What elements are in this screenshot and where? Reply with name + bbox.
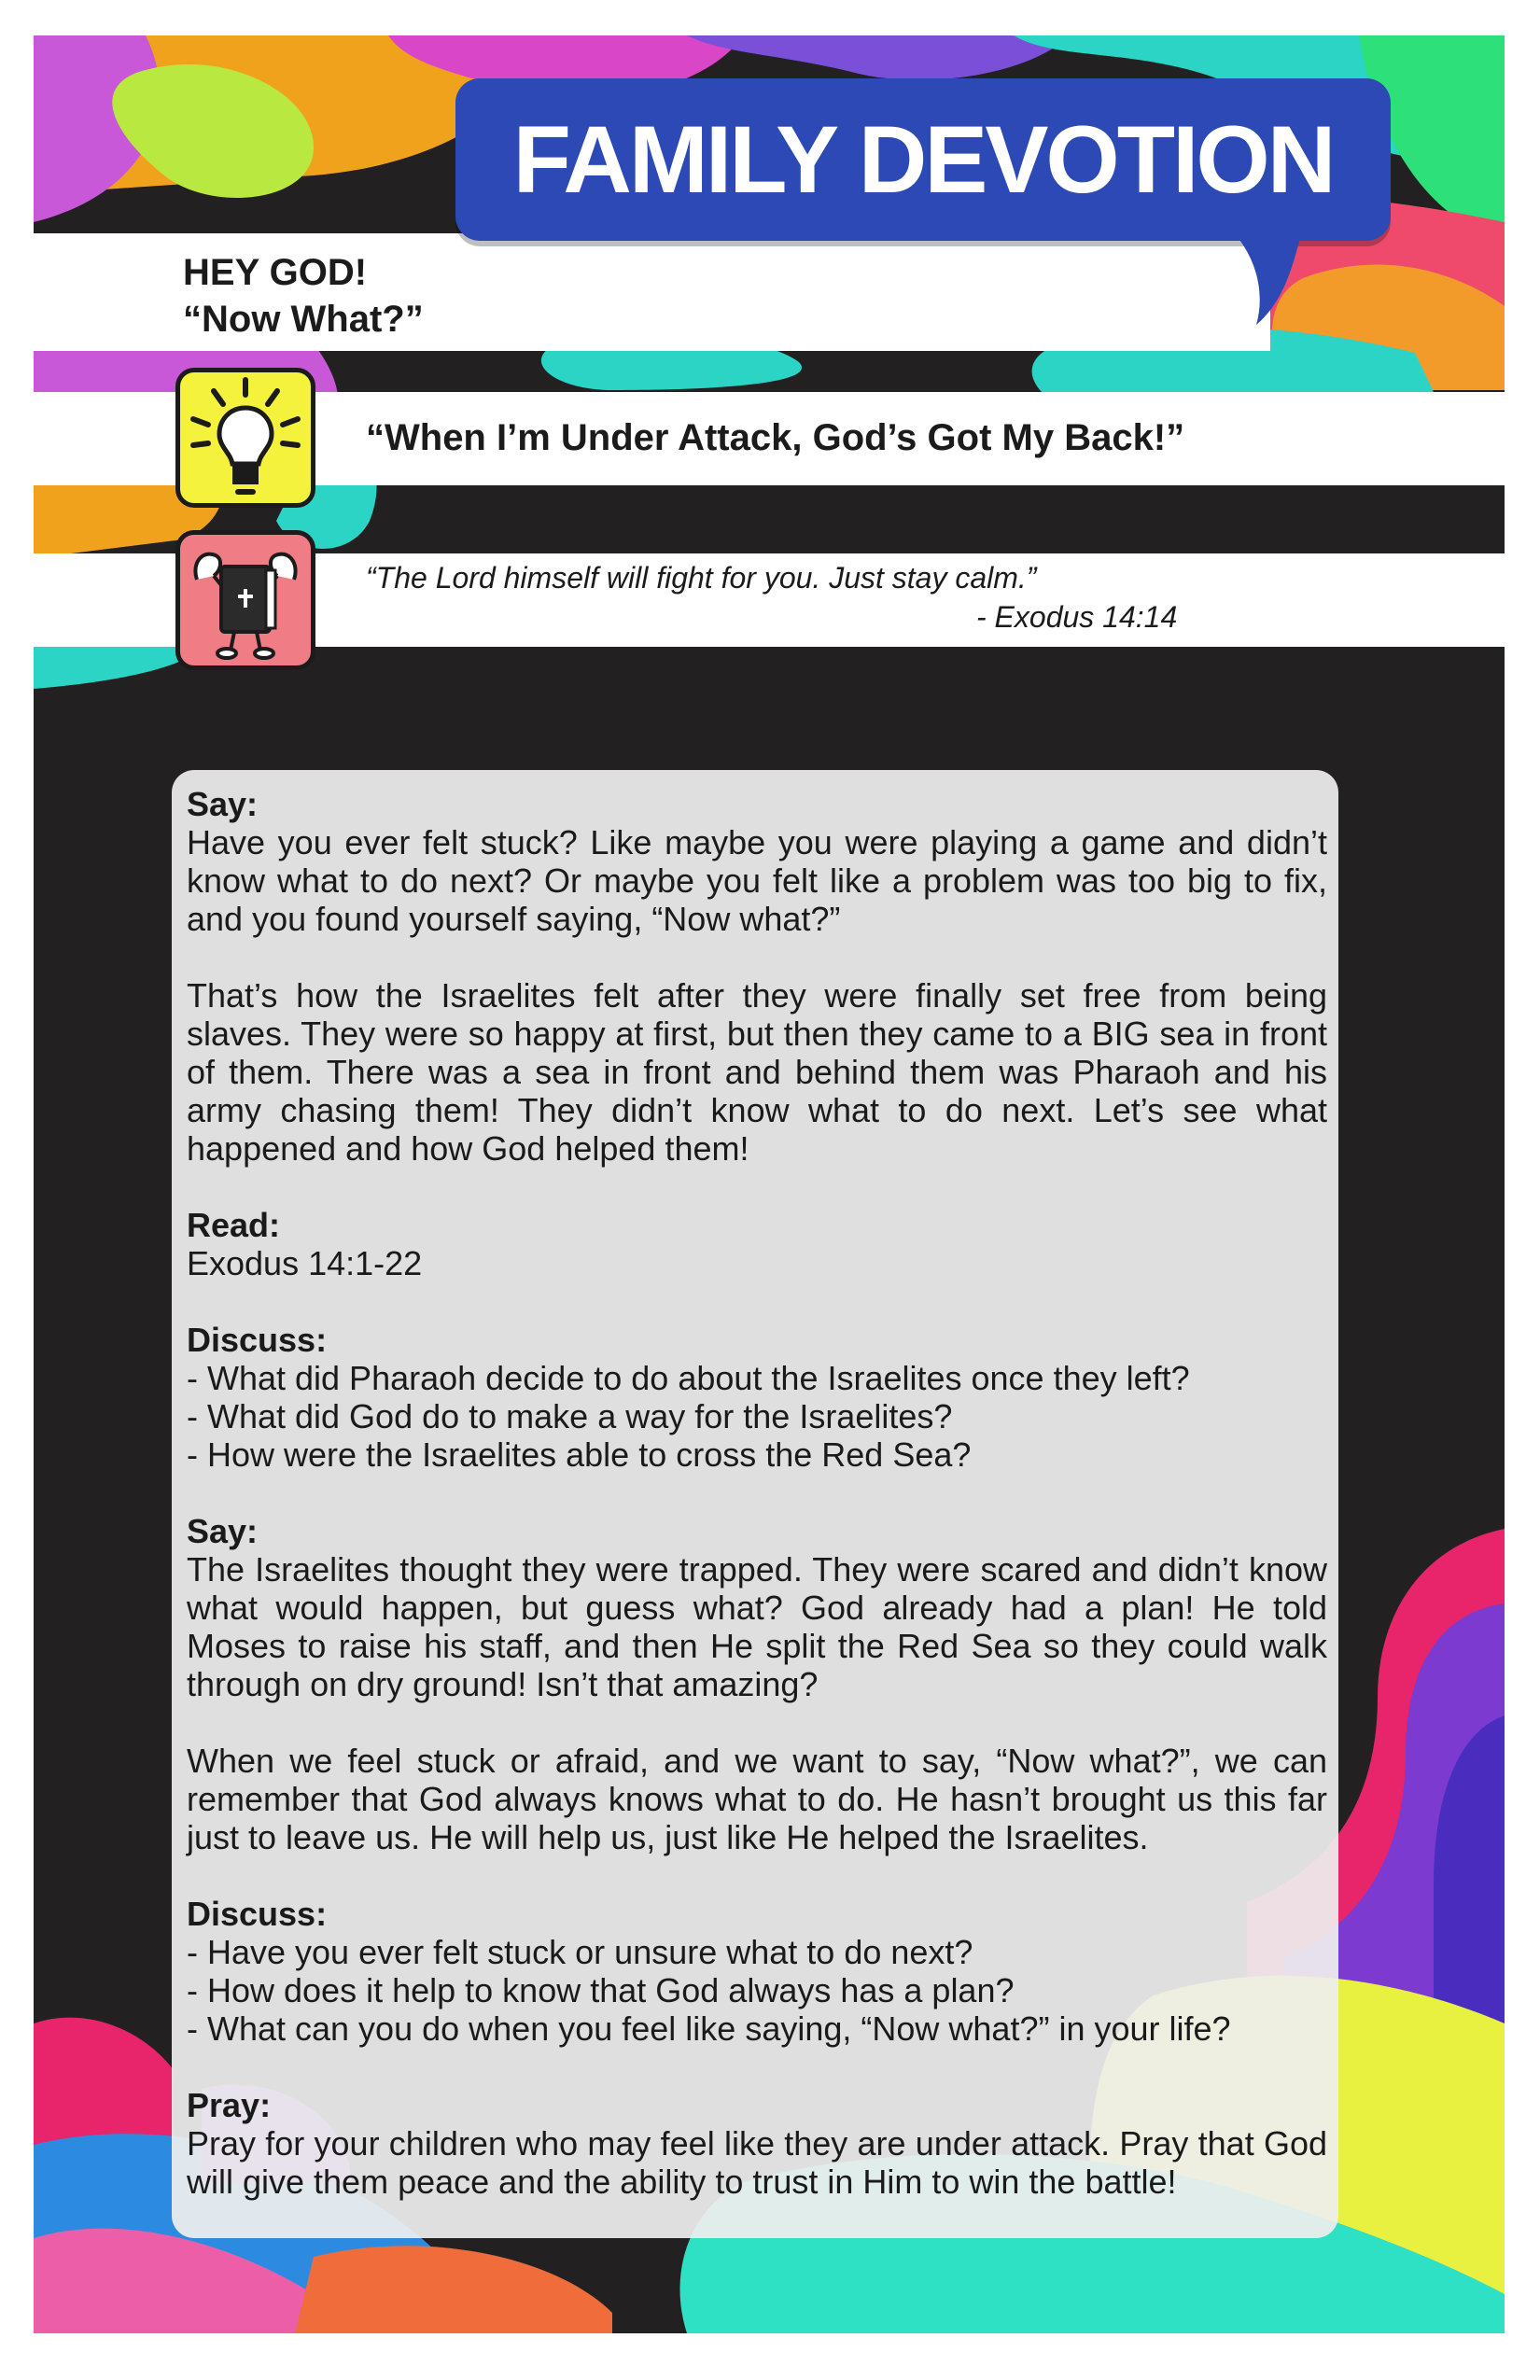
pray-paragraph: Pray for your children who may feel like they are under attack. Pray that God will give them peace and the ability to trust in Him to win the battle! [187, 2124, 1327, 2201]
discuss-section [187, 1321, 1327, 1474]
memory-verse-reference: - Exodus 14:14 [976, 600, 1178, 634]
lightbulb-icon [175, 368, 315, 508]
say-paragraph: When we feel stuck or afraid, and we want to say, “Now what?”, we can remember that God always knows what to do. He hasn’t brought us this far just to leave us. He will help us, just like He helped the Israelites. [187, 1742, 1327, 1856]
series-title: HEY GOD! [183, 252, 368, 293]
say-section [187, 1512, 1327, 1856]
discussion-question: - What did God do to make a way for the Israelites? [187, 1397, 953, 1435]
discuss-section [187, 1895, 1327, 2048]
discuss-heading: Discuss: [187, 1895, 328, 1933]
devotion-content [187, 785, 1327, 2239]
memory-verse-text: “The Lord himself will fight for you. Just stay calm.” [366, 561, 1037, 595]
read-section [187, 1206, 1327, 1282]
devotion-card [172, 770, 1338, 2238]
bible-character-icon [175, 530, 315, 670]
say-paragraph: That’s how the Israelites felt after they were finally set free from being slaves. They were so happy at first, but then they came to a BIG sea in front of them. There was a sea in front and behind them was Pharaoh and his army chasing them! They didn’t know what to do next. Let’s see what happened and how God helped them! [187, 976, 1327, 1168]
bottom-line-text: “When I’m Under Attack, God’s Got My Back!” [366, 417, 1185, 458]
lesson-title: “Now What?” [183, 299, 424, 340]
speech-bubble-tail [1228, 227, 1312, 329]
read-reference: Exodus 14:1-22 [187, 1244, 423, 1282]
discussion-question: - What did Pharaoh decide to do about the Israelites once they left? [187, 1359, 1190, 1397]
page-title: FAMILY DEVOTION [512, 105, 1334, 213]
discuss-heading: Discuss: [187, 1321, 328, 1359]
say-heading: Say: [187, 1512, 259, 1550]
read-heading: Read: [187, 1206, 281, 1244]
header-band [34, 233, 1270, 351]
title-speech-bubble [455, 78, 1391, 241]
discussion-question: - Have you ever felt stuck or unsure what to do next? [187, 1933, 973, 1971]
pray-heading: Pray: [187, 2086, 272, 2124]
say-paragraph: Have you ever felt stuck? Like maybe you were playing a game and didn’t know what to do next? Or maybe you felt like a problem was too big to fix, and you found yourself saying, “Now what?” [187, 823, 1327, 938]
say-section [187, 785, 1327, 1168]
page-frame [34, 35, 1505, 2333]
say-paragraph: The Israelites thought they were trapped. They were scared and didn’t know what would happen, but guess what? God already had a plan! He told Moses to raise his staff, and then He split the Red Sea so they could walk through on dry ground! Isn’t that amazing? [187, 1550, 1327, 1703]
discussion-question: - What can you do when you feel like saying, “Now what?” in your life? [187, 2009, 1231, 2048]
say-heading: Say: [187, 785, 259, 823]
discussion-question: - How were the Israelites able to cross the Red Sea? [187, 1435, 972, 1474]
discussion-question: - How does it help to know that God always has a plan? [187, 1971, 1015, 2009]
pray-section [187, 2086, 1327, 2201]
